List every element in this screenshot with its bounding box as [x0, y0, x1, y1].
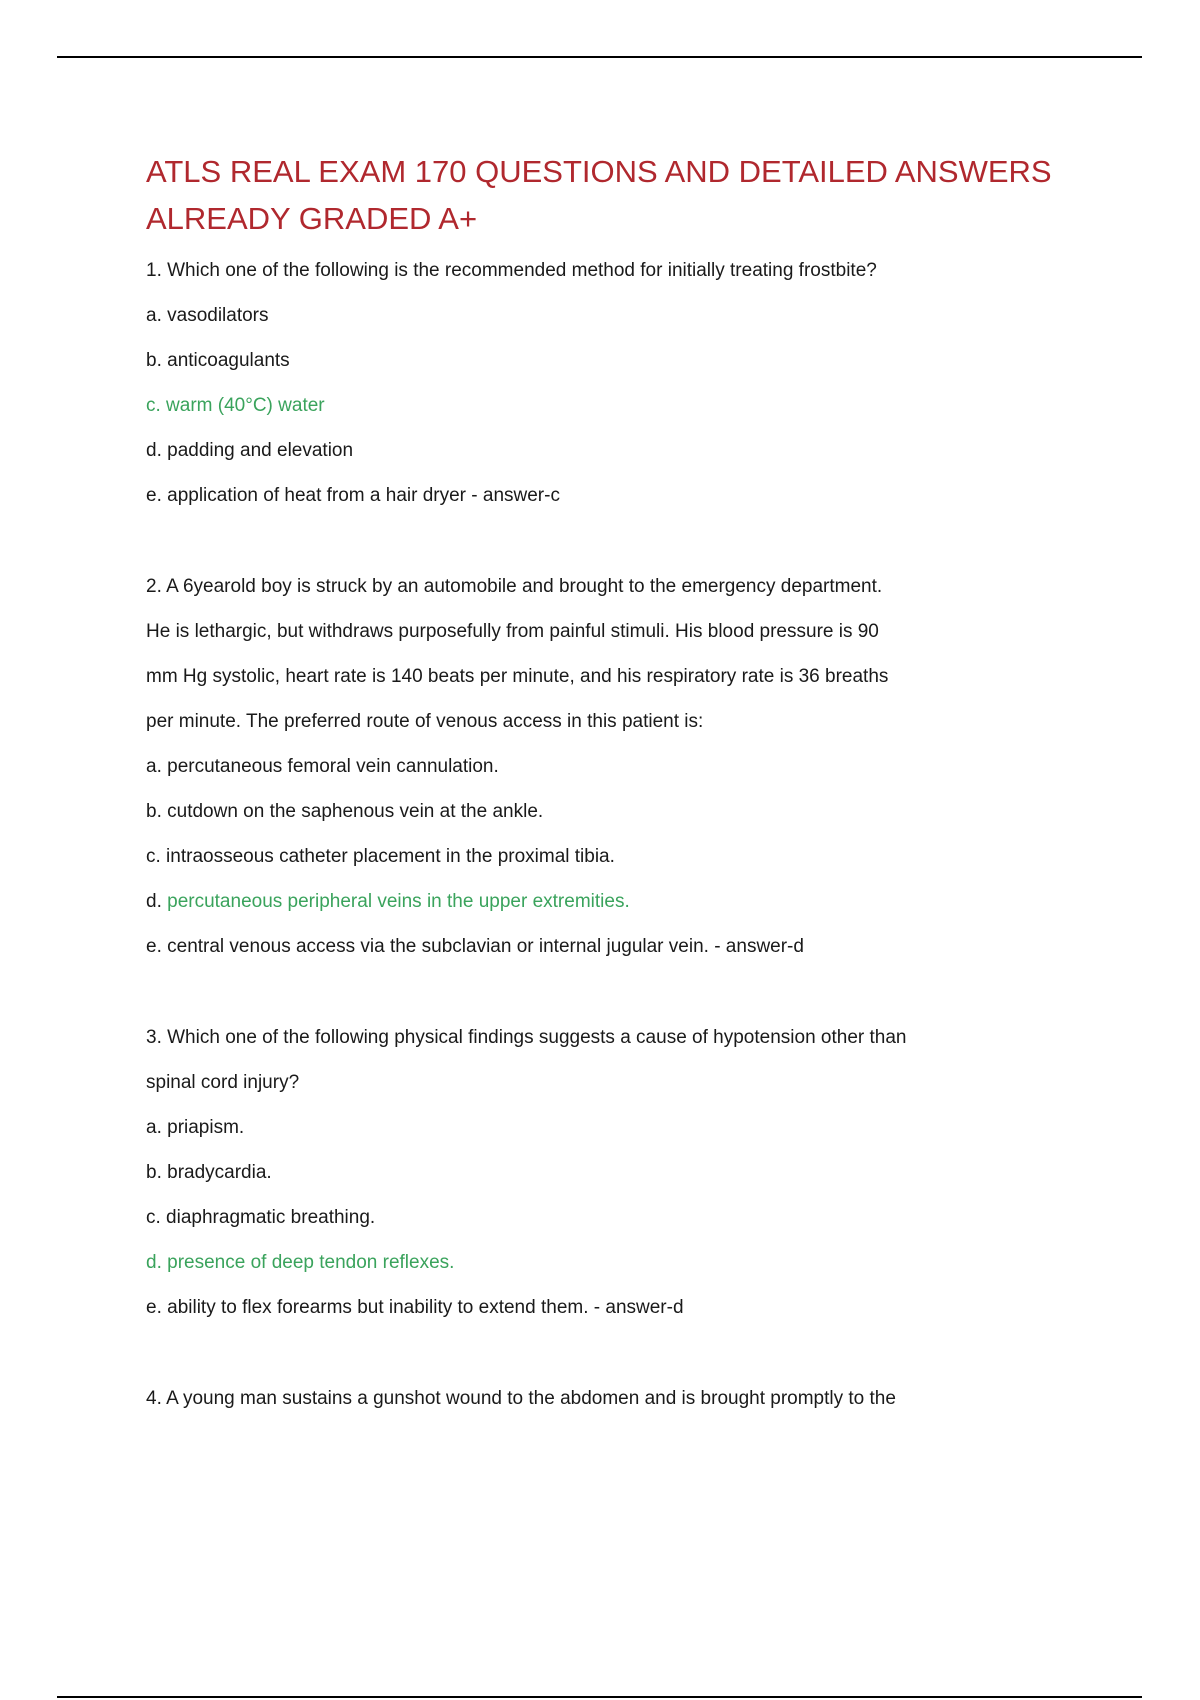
question-2-stem-line-2: He is lethargic, but withdraws purposefully from painful stimuli. His blood pressure is 90 — [146, 621, 879, 642]
spacer — [146, 1330, 1066, 1376]
question-1-option-d: d. padding and elevation — [146, 440, 354, 461]
question-2-option-a: a. percutaneous femoral vein cannulation. — [146, 756, 499, 777]
question-2-option-e: e. central venous access via the subclavian or internal jugular vein. - answer-d — [146, 936, 804, 957]
footer-rule — [57, 1696, 1142, 1698]
question-3-option-c: c. diaphragmatic breathing. — [146, 1207, 376, 1228]
document-title — [146, 148, 1066, 242]
question-1-option-c-correct: c. warm (40°C) water — [146, 395, 325, 416]
question-1-option-b: b. anticoagulants — [146, 350, 290, 371]
question-2-option-c: c. intraosseous catheter placement in the proximal tibia. — [146, 846, 615, 867]
question-3-stem-line-1: 3. Which one of the following physical findings suggests a cause of hypotension other than — [146, 1027, 907, 1048]
question-2-option-d-prefix: d. — [146, 891, 168, 912]
question-1-option-a: a. vasodilators — [146, 305, 269, 326]
question-2-option-d-text: percutaneous peripheral veins in the upper extremities. — [167, 891, 630, 912]
question-3-option-e: e. ability to flex forearms but inability to extend them. - answer-d — [146, 1297, 684, 1318]
title-line-2: ALREADY GRADED A+ — [146, 201, 478, 236]
question-2-option-b: b. cutdown on the saphenous vein at the ankle. — [146, 801, 544, 822]
question-3-stem-line-2: spinal cord injury? — [146, 1072, 300, 1093]
question-2-stem-line-3: mm Hg systolic, heart rate is 140 beats per minute, and his respiratory rate is 36 breaths — [146, 666, 889, 687]
title-line-1: ATLS REAL EXAM 170 QUESTIONS AND DETAILED ANSWERS — [146, 154, 1052, 189]
question-2-stem-line-1: 2. A 6yearold boy is struck by an automobile and brought to the emergency department. — [146, 576, 883, 597]
question-4 — [146, 1376, 1066, 1421]
spacer — [146, 969, 1066, 1015]
question-2 — [146, 564, 1066, 969]
spacer — [146, 518, 1066, 564]
question-1-stem: 1. Which one of the following is the recommended method for initially treating frostbite? — [146, 260, 877, 281]
question-2-option-d-correct — [146, 879, 1066, 924]
question-3 — [146, 1015, 1066, 1330]
question-1 — [146, 248, 1066, 518]
question-3-option-b: b. bradycardia. — [146, 1162, 272, 1183]
document-page — [146, 148, 1066, 1421]
question-3-option-a: a. priapism. — [146, 1117, 245, 1138]
question-4-stem-line-1: 4. A young man sustains a gunshot wound to the abdomen and is brought promptly to the — [146, 1388, 896, 1409]
question-2-stem-line-4: per minute. The preferred route of venous access in this patient is: — [146, 711, 704, 732]
question-1-option-e: e. application of heat from a hair dryer - answer-c — [146, 485, 560, 506]
question-3-option-d-correct: d. presence of deep tendon reflexes. — [146, 1252, 455, 1273]
header-rule — [57, 56, 1142, 58]
